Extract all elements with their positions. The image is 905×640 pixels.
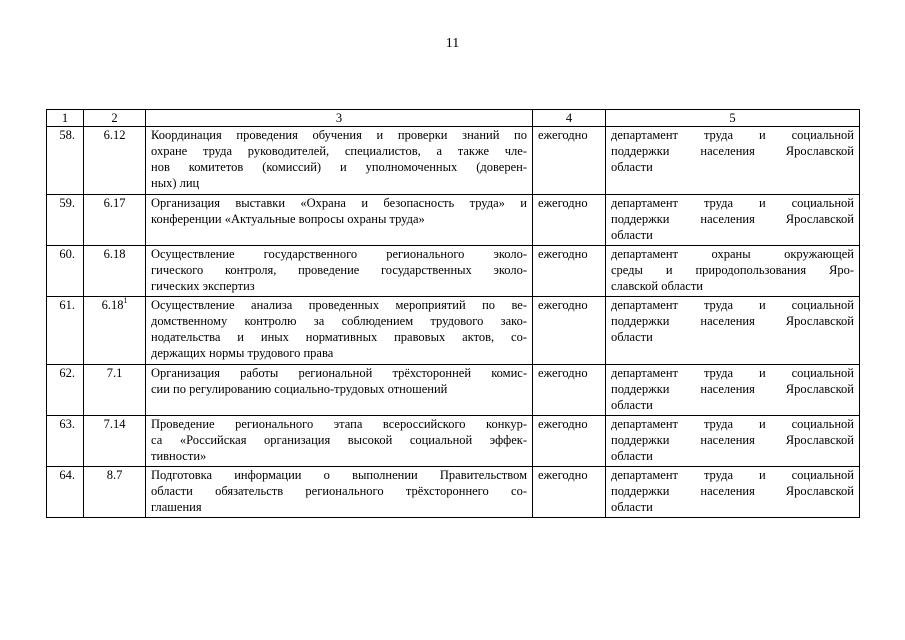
description-line: Организация выставки «Охрана и безопасность труда» и	[151, 196, 527, 210]
responsible-line: департамент труда и социальной	[611, 298, 854, 312]
responsible-executor	[606, 195, 860, 246]
agreement-point-cell	[84, 127, 146, 195]
measure-description	[146, 416, 533, 467]
table-row	[47, 297, 860, 365]
responsible-line: области	[611, 330, 653, 344]
measure-description	[146, 127, 533, 195]
description-line: Осуществление анализа проведенных мероприятий по ве-	[151, 298, 527, 312]
responsible-line: области	[611, 500, 653, 514]
row-number: 63.	[47, 416, 84, 467]
execution-term: ежегодно	[533, 246, 606, 297]
agreement-point-cell	[84, 467, 146, 518]
description-line: ных) лиц	[151, 176, 200, 190]
agreement-point-cell	[84, 246, 146, 297]
responsible-line: департамент труда и социальной	[611, 417, 854, 431]
execution-term: ежегодно	[533, 365, 606, 416]
responsible-line: среды и природопользования Яро-	[611, 263, 854, 277]
responsible-executor	[606, 246, 860, 297]
responsible-line: департамент труда и социальной	[611, 366, 854, 380]
agreement-point: 7.1	[106, 366, 123, 380]
table-row	[47, 246, 860, 297]
responsible-executor	[606, 467, 860, 518]
responsible-line: области	[611, 228, 653, 242]
responsible-line: поддержки населения Ярославской	[611, 484, 854, 498]
agreement-point: 6.18	[103, 247, 126, 261]
agreement-point-cell	[84, 416, 146, 467]
column-header: 4	[533, 110, 606, 127]
agreement-point: 7.14	[103, 417, 126, 431]
responsible-line: департамент труда и социальной	[611, 128, 854, 142]
measure-description	[146, 246, 533, 297]
execution-term: ежегодно	[533, 467, 606, 518]
page-number: 11	[445, 36, 460, 51]
description-line: Координация проведения обучения и проверки знаний по	[151, 128, 527, 142]
responsible-executor	[606, 297, 860, 365]
execution-term: ежегодно	[533, 127, 606, 195]
agreement-point-cell	[84, 365, 146, 416]
responsible-line: департамент труда и социальной	[611, 196, 854, 210]
table-header-row	[47, 110, 860, 127]
column-header: 5	[606, 110, 860, 127]
responsible-line: области	[611, 449, 653, 463]
table-row	[47, 195, 860, 246]
responsible-line: поддержки населения Ярославской	[611, 212, 854, 226]
column-header: 3	[146, 110, 533, 127]
responsible-line: поддержки населения Ярославской	[611, 382, 854, 396]
row-number: 64.	[47, 467, 84, 518]
row-number: 62.	[47, 365, 84, 416]
description-line: сии по регулированию социально-трудовых отношений	[151, 382, 448, 396]
responsible-line: департамент охраны окружающей	[611, 247, 854, 261]
row-number: 61.	[47, 297, 84, 365]
responsible-line: поддержки населения Ярославской	[611, 314, 854, 328]
description-line: Осуществление государственного регионального эколо-	[151, 247, 527, 261]
row-number: 58.	[47, 127, 84, 195]
agreement-point: 6.18	[101, 298, 124, 312]
agreement-point-cell	[84, 195, 146, 246]
description-line: держащих нормы трудового права	[151, 346, 334, 360]
agreement-point-superscript: 1	[123, 296, 128, 305]
description-line: Проведение регионального этапа всероссийского конкур-	[151, 417, 527, 431]
responsible-executor	[606, 127, 860, 195]
responsible-line: поддержки населения Ярославской	[611, 144, 854, 158]
description-line: нодательства и иных нормативных правовых актов, со-	[151, 330, 527, 344]
agreement-point: 6.17	[103, 196, 126, 210]
description-line: са «Российская организация высокой социальной эффек-	[151, 433, 527, 447]
agreement-point: 6.12	[103, 128, 126, 142]
execution-term: ежегодно	[533, 416, 606, 467]
measure-description	[146, 297, 533, 365]
row-number: 60.	[47, 246, 84, 297]
measure-description	[146, 467, 533, 518]
table-row	[47, 365, 860, 416]
description-line: нов комитетов (комиссий) и уполномоченных (доверен-	[151, 160, 527, 174]
description-line: тивности»	[151, 449, 207, 463]
responsible-line: департамент труда и социальной	[611, 468, 854, 482]
description-line: области обязательств регионального трёхстороннего со-	[151, 484, 527, 498]
responsible-line: области	[611, 160, 653, 174]
agreement-point-cell	[84, 297, 146, 365]
description-line: Организация работы региональной трёхсторонней комис-	[151, 366, 527, 380]
column-header: 2	[84, 110, 146, 127]
description-line: глашения	[151, 500, 202, 514]
description-line: гического контроля, проведение государственных эколо-	[151, 263, 527, 277]
measure-description	[146, 195, 533, 246]
agreement-point: 8.7	[106, 468, 123, 482]
measures-table	[46, 109, 860, 518]
responsible-executor	[606, 365, 860, 416]
responsible-line: поддержки населения Ярославской	[611, 433, 854, 447]
responsible-line: славской области	[611, 279, 703, 293]
table-row	[47, 127, 860, 195]
measure-description	[146, 365, 533, 416]
description-line: охране труда руководителей, специалистов, а также чле-	[151, 144, 527, 158]
responsible-line: области	[611, 398, 653, 412]
description-line: домственному контролю за соблюдением трудового зако-	[151, 314, 527, 328]
row-number: 59.	[47, 195, 84, 246]
column-header: 1	[47, 110, 84, 127]
description-line: гических экспертиз	[151, 279, 255, 293]
table-row	[47, 467, 860, 518]
table-row	[47, 416, 860, 467]
responsible-executor	[606, 416, 860, 467]
execution-term: ежегодно	[533, 297, 606, 365]
execution-term: ежегодно	[533, 195, 606, 246]
description-line: конференции «Актуальные вопросы охраны труда»	[151, 212, 425, 226]
description-line: Подготовка информации о выполнении Правительством	[151, 468, 527, 482]
